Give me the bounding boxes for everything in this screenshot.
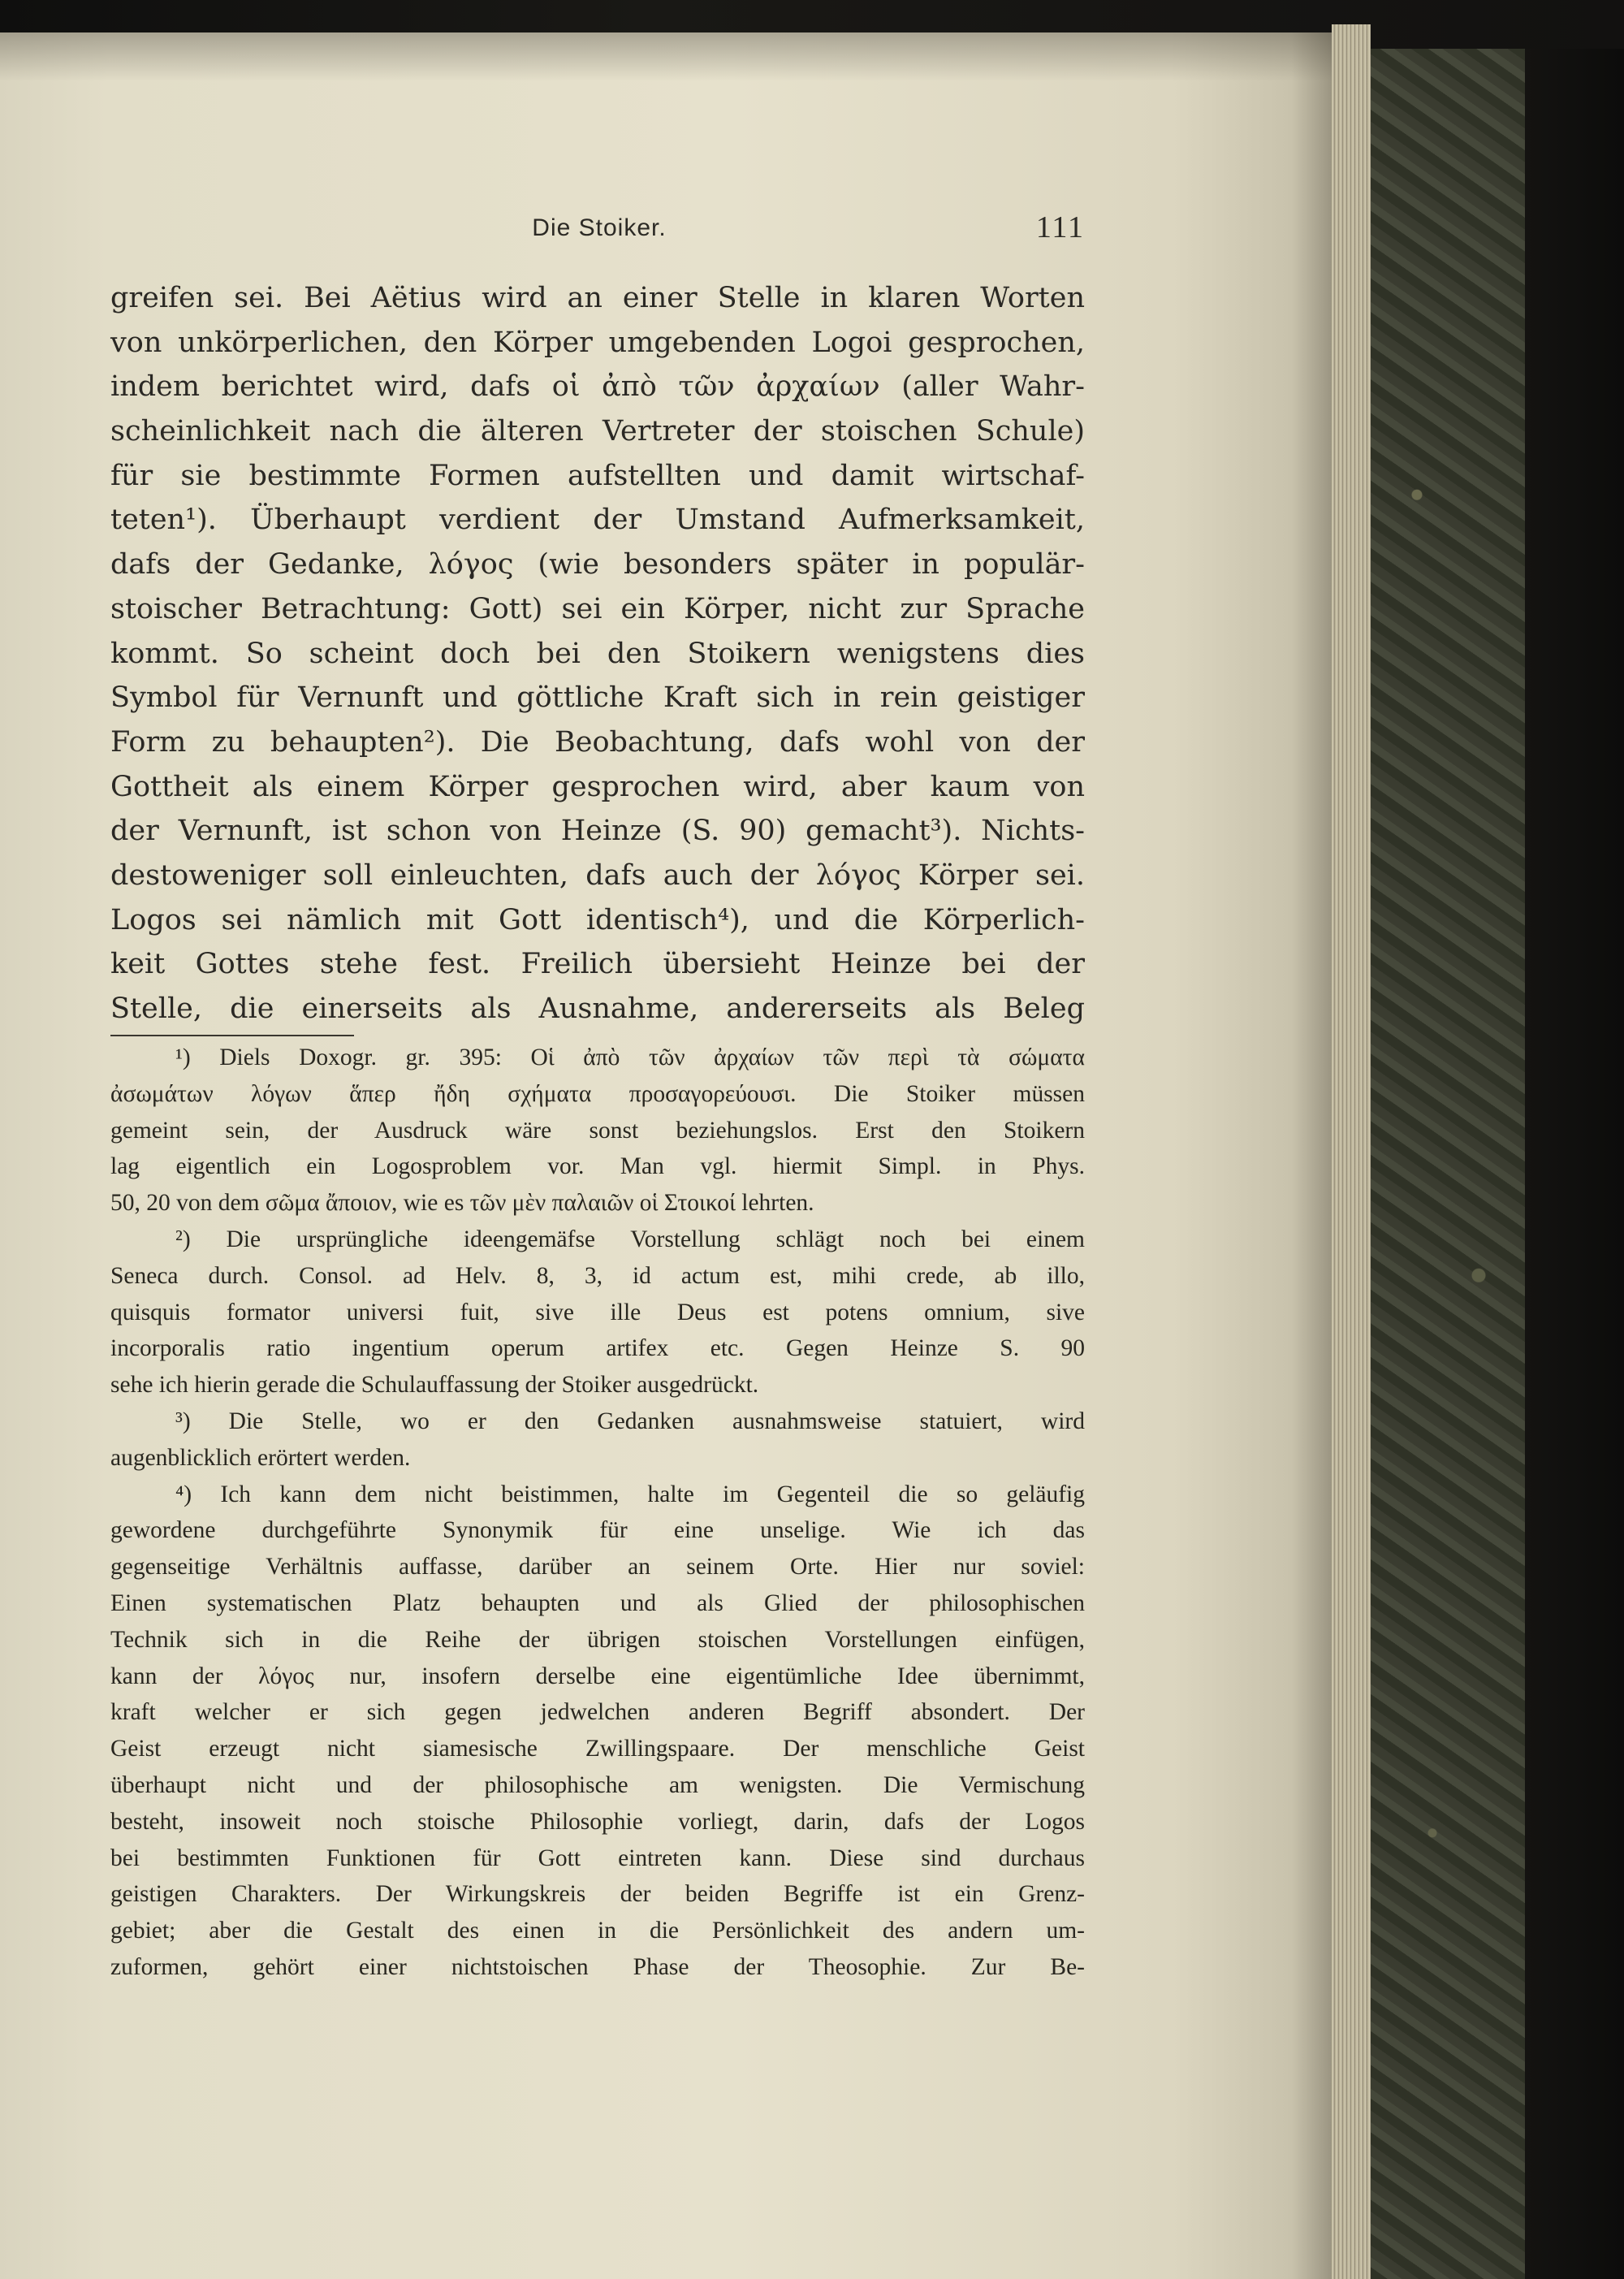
footnote-2-line: Seneca durch. Consol. ad Helv. 8, 3, id actum est, mihi crede, ab illo, xyxy=(110,1262,1085,1289)
body-line: greifen sei. Bei Aëtius wird an einer Stelle in klaren Worten xyxy=(110,282,1085,314)
footnote-4-line: zuformen, gehört einer nichtstoischen Phase der Theosophie. Zur Be- xyxy=(110,1953,1085,1980)
body-line: der Vernunft, ist schon von Heinze (S. 90) gemacht³). Nichts- xyxy=(110,815,1085,848)
footnote-1-line: ¹) Diels Doxogr. gr. 395: Οἱ ἀπὸ τῶν ἀρχαίων τῶν περὶ τὰ σώματα xyxy=(175,1044,1085,1070)
footnote-rule xyxy=(110,1035,354,1036)
footnote-4-line: gegenseitige Verhältnis auffasse, darüber an seinem Orte. Hier nur soviel: xyxy=(110,1554,1085,1581)
footnote-4-line: ⁴) Ich kann dem nicht beistimmen, halte im Gegenteil die so geläufig xyxy=(175,1481,1085,1507)
body-line: Stelle, die einerseits als Ausnahme, andererseits als Beleg xyxy=(110,992,1085,1025)
footnote-3-line: augenblicklich erörtert werden. xyxy=(110,1444,411,1471)
body-line: teten¹). Überhaupt verdient der Umstand Aufmerksamkeit, xyxy=(110,504,1085,537)
footnote-4-line: Einen systematischen Platz behaupten und als Glied der philosophischen xyxy=(110,1589,1085,1616)
footnote-4-line: überhaupt nicht und der philosophische am wenigsten. Die Vermischung xyxy=(110,1771,1085,1798)
footnote-4-line: Geist erzeugt nicht siamesische Zwillingspaare. Der menschliche Geist xyxy=(110,1736,1085,1762)
body-line: kommt. So scheint doch bei den Stoikern wenigstens dies xyxy=(110,637,1085,670)
footnote-4-line: geistigen Charakters. Der Wirkungskreis der beiden Begriffe ist ein Grenz- xyxy=(110,1881,1085,1908)
page-edges xyxy=(1332,24,1371,2279)
body-line: Symbol für Vernunft und göttliche Kraft sich in rein geistiger xyxy=(110,681,1085,715)
footnote-2-line: ²) Die ursprüngliche ideengemäfse Vorstellung schlägt noch bei einem xyxy=(175,1226,1085,1252)
footnotes xyxy=(110,1040,1085,1986)
book-cover xyxy=(1371,49,1525,2279)
body-line: scheinlichkeit nach die älteren Vertreter der stoischen Schule) xyxy=(110,415,1085,448)
footnote-4-line: gewordene durchgeführte Synonymik für eine unselige. Wie ich das xyxy=(110,1517,1085,1544)
body-line: für sie bestimmte Formen aufstellten und damit wirtschaf- xyxy=(110,459,1085,492)
footnote-1-line: gemeint sein, der Ausdruck wäre sonst beziehungslos. Erst den Stoikern xyxy=(110,1117,1085,1144)
cover-edge xyxy=(1525,49,1624,2279)
page-shadow xyxy=(0,32,1332,81)
footnote-2-line: incorporalis ratio ingentium operum artifex etc. Gegen Heinze S. 90 xyxy=(110,1335,1085,1362)
body-line: Logos sei nämlich mit Gott identisch⁴), und die Körperlich- xyxy=(110,903,1085,936)
footnote-1-line: 50, 20 von dem σῶμα ἄποιον, wie es τῶν μὲν παλαιῶν οἱ Στοικοί lehrten. xyxy=(110,1190,814,1217)
footnote-4-line: gebiet; aber die Gestalt des einen in die Persönlichkeit des andern um- xyxy=(110,1918,1085,1944)
footnote-4-line: kraft welcher er sich gegen jedwelchen anderen Begriff absondert. Der xyxy=(110,1699,1085,1726)
body-line: von unkörperlichen, den Körper umgebenden Logoi gesprochen, xyxy=(110,326,1085,359)
body-line: keit Gottes stehe fest. Freilich übersieht Heinze bei der xyxy=(110,948,1085,981)
footnote-1-line: ἀσωμάτων λόγων ἅπερ ἤδη σχήματα προσαγορεύουσι. Die Stoiker müssen xyxy=(110,1080,1085,1107)
footnote-2-line: sehe ich hierin gerade die Schulauffassung der Stoiker ausgedrückt. xyxy=(110,1372,759,1399)
body-line: indem berichtet wird, dafs οἱ ἀπὸ τῶν ἀρχαίων (aller Wahr- xyxy=(110,370,1085,404)
body-line: destoweniger soll einleuchten, dafs auch der λόγος Körper sei. xyxy=(110,858,1085,892)
footnote-4-line: besteht, insoweit noch stoische Philosophie vorliegt, darin, dafs der Logos xyxy=(110,1808,1085,1835)
body-line: Gottheit als einem Körper gesprochen wird, aber kaum von xyxy=(110,770,1085,803)
footnote-2-line: quisquis formator universi fuit, sive ille Deus est potens omnium, sive xyxy=(110,1299,1085,1325)
footnote-4-line: kann der λόγος nur, insofern derselbe eine eigentümliche Idee übernimmt, xyxy=(110,1663,1085,1689)
footnote-4-line: bei bestimmten Funktionen für Gott eintreten kann. Diese sind durchaus xyxy=(110,1844,1085,1871)
body-line: Form zu behaupten²). Die Beobachtung, dafs wohl von der xyxy=(110,725,1085,759)
page-number: 111 xyxy=(1035,210,1085,244)
footnote-4-line: Technik sich in die Reihe der übrigen stoischen Vorstellungen einfügen, xyxy=(110,1626,1085,1653)
footnote-3-line: ³) Die Stelle, wo er den Gedanken ausnahmsweise statuiert, wird xyxy=(175,1408,1085,1434)
footnote-1-line: lag eigentlich ein Logosproblem vor. Man vgl. hiermit Simpl. in Phys. xyxy=(110,1153,1085,1180)
body-text xyxy=(110,276,1085,1031)
running-head xyxy=(114,210,1085,250)
body-line: dafs der Gedanke, λόγος (wie besonders später in populär- xyxy=(110,548,1085,582)
running-head-title: Die Stoiker. xyxy=(532,214,667,241)
body-line: stoischer Betrachtung: Gott) sei ein Körper, nicht zur Sprache xyxy=(110,592,1085,625)
